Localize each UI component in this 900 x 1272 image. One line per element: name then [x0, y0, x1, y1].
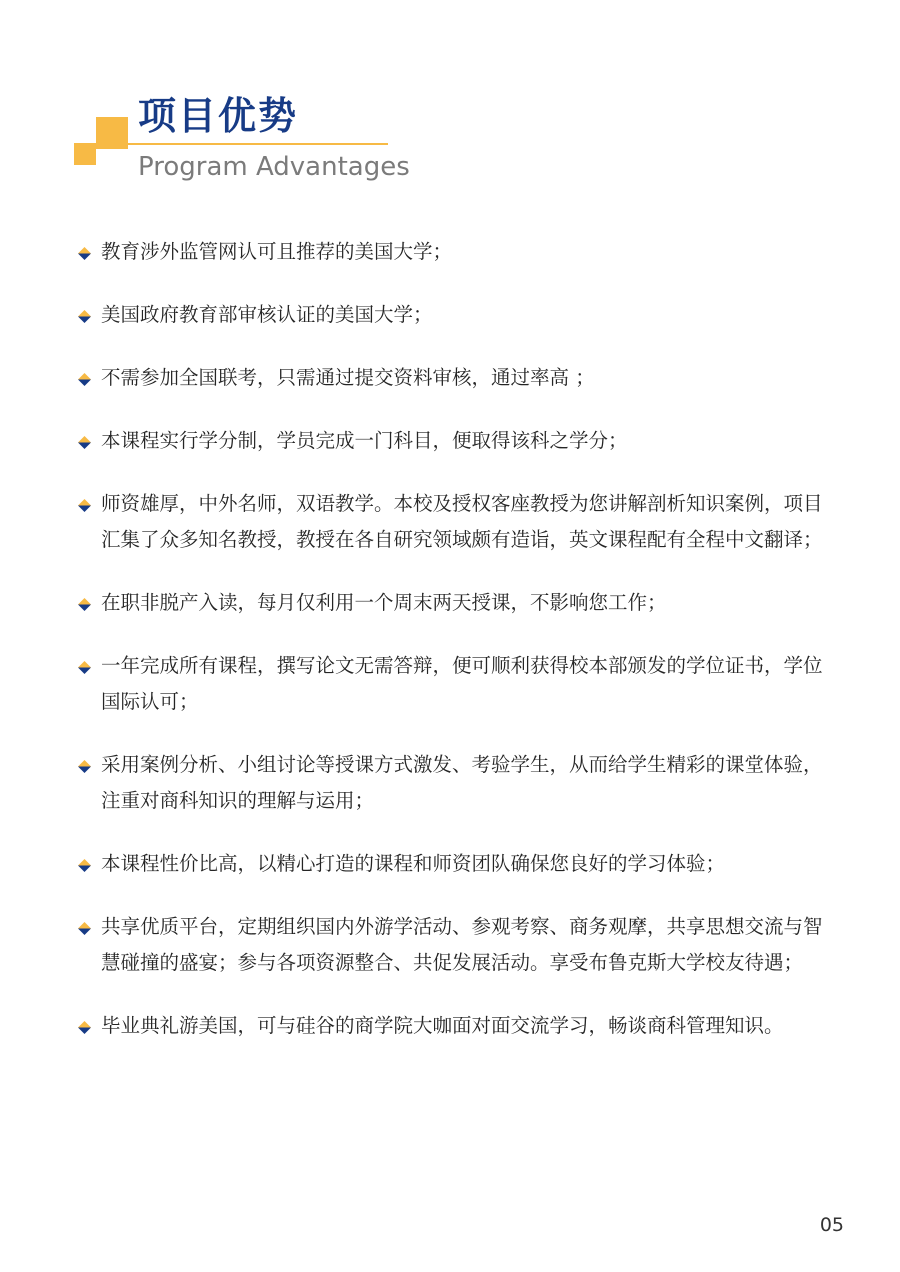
diamond-bullet-icon [78, 436, 91, 449]
advantage-item [76, 846, 836, 882]
diamond-bullet-icon [78, 859, 91, 872]
page-subtitle: Program Advantages [138, 152, 410, 182]
page-title: 项目优势 [138, 94, 299, 138]
advantage-text: 本课程实行学分制，学员完成一门科目，便取得该科之学分； [101, 429, 628, 452]
diamond-bullet-icon [78, 661, 91, 674]
header-decor-square-small [74, 143, 96, 165]
advantage-text: 一年完成所有课程，撰写论文无需答辩，便可顺利获得校本部颁发的学位证书，学位国际认可； [101, 654, 823, 713]
advantage-text: 美国政府教育部审核认证的美国大学； [101, 303, 433, 326]
advantage-text: 采用案例分析、小组讨论等授课方式激发、考验学生，从而给学生精彩的课堂体验，注重对商科知识的理解与运用； [101, 753, 823, 812]
advantage-item [76, 234, 836, 270]
advantage-item [76, 585, 836, 621]
header-decor-square-large [96, 117, 128, 149]
diamond-bullet-icon [78, 373, 91, 386]
diamond-bullet-icon [78, 1021, 91, 1034]
advantage-text: 共享优质平台，定期组织国内外游学活动、参观考察、商务观摩，共享思想交流与智慧碰撞的盛宴；参与各项资源整合、共促发展活动。享受布鲁克斯大学校友待遇； [101, 915, 823, 974]
advantage-item [76, 747, 836, 819]
advantage-item [76, 1008, 836, 1044]
advantage-text: 在职非脱产入读，每月仅利用一个周末两天授课，不影响您工作； [101, 591, 667, 614]
advantage-text: 不需参加全国联考，只需通过提交资料审核，通过率高 ； [101, 366, 595, 389]
diamond-bullet-icon [78, 760, 91, 773]
page-number: 05 [819, 1214, 844, 1236]
diamond-bullet-icon [78, 247, 91, 260]
advantage-item [76, 297, 836, 333]
advantage-text: 毕业典礼游美国，可与硅谷的商学院大咖面对面交流学习，畅谈商科管理知识。 [101, 1014, 784, 1037]
diamond-bullet-icon [78, 598, 91, 611]
advantage-item [76, 423, 836, 459]
advantage-item [76, 909, 836, 981]
advantage-item [76, 486, 836, 558]
advantage-item [76, 648, 836, 720]
advantage-text: 教育涉外监管网认可且推荐的美国大学； [101, 240, 453, 263]
advantage-text: 师资雄厚，中外名师，双语教学。本校及授权客座教授为您讲解剖析知识案例，项目汇集了众多知名教授，教授在各自研究领域颇有造诣，英文课程配有全程中文翻译； [101, 492, 823, 551]
diamond-bullet-icon [78, 499, 91, 512]
advantage-text: 本课程性价比高，以精心打造的课程和师资团队确保您良好的学习体验； [101, 852, 726, 875]
advantages-list [76, 234, 836, 1071]
diamond-bullet-icon [78, 922, 91, 935]
advantage-item [76, 360, 836, 396]
diamond-bullet-icon [78, 310, 91, 323]
